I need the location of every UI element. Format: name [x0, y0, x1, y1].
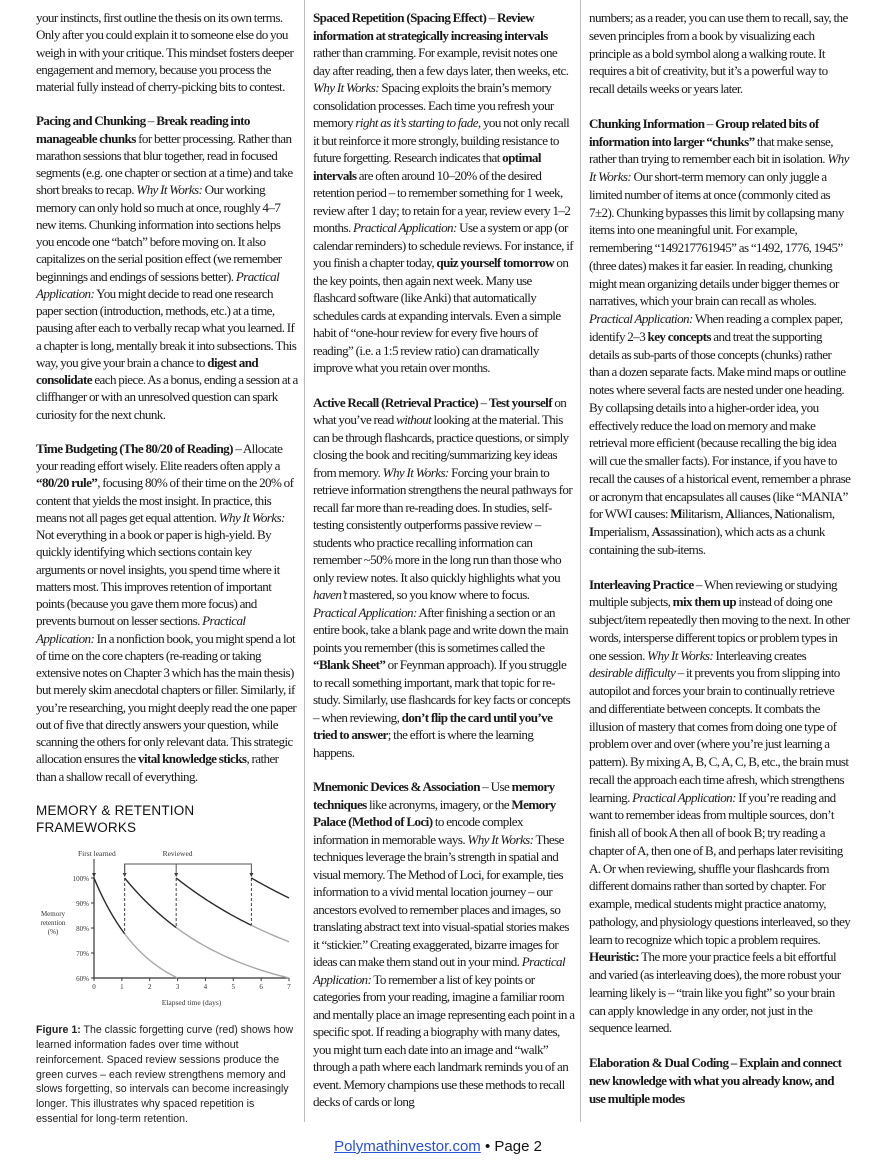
bold-text: A	[651, 524, 661, 539]
x-tick-label: 0	[92, 983, 96, 992]
paragraph	[589, 9, 851, 98]
text: mperialism,	[593, 524, 652, 539]
y-tick-label: 100%	[72, 875, 89, 884]
text: –	[478, 394, 489, 410]
text: To remember a list of key points or categories from your reading, imagine a familiar room and mentally place an image representing each point in a specific spot. If reading a biography with many dates, you might turn each date into an image and “walk” through a path where each landmark reminds you of an event. Memory champions use these methods to recall decks of cards or long	[313, 971, 575, 1109]
text: your instincts, first outline the thesis on its own terms. Only after you could explain it to someone else do you weigh in with your critique. This mindset fosters deeper engagement and memory, because you process the material fully instead of cherry-picking bits to contest.	[36, 10, 294, 94]
y-axis-label: (%)	[47, 928, 59, 937]
italic-text: Practical Application:	[36, 268, 280, 301]
text: like acronyms, imagery, or the	[366, 796, 512, 812]
column-divider	[304, 0, 305, 1122]
x-tick-label: 3	[175, 983, 180, 992]
text: Our working memory can only hold so much at once, roughly 4–7 new items. Chunking information into sections helps you encode one “batch” before moving on. It also capitalizes on the serial position effect (we remember beginnings and endings of sessions better).	[36, 182, 282, 284]
text: –	[145, 113, 157, 129]
section-heading: MEMORY & RETENTION FRAMEWORKS	[36, 802, 195, 835]
column-2	[313, 9, 575, 1128]
text: ; the effort is where the learning happens.	[313, 727, 534, 760]
x-tick-label: 4	[203, 983, 208, 992]
text: each piece. As a bonus, ending a session at a cliffhanger or with an unresolved question can spark curiosity for the next chunk.	[36, 372, 298, 422]
x-tick-label: 1	[120, 983, 124, 992]
bold-text: mix them up	[672, 594, 737, 610]
y-tick-label: 70%	[76, 950, 89, 959]
x-tick-label: 5	[231, 983, 236, 992]
text: on the key points, then again next week. Many use flashcard software (like Anki) that automatically schedules cards at expanding intervals. Even a simple habit of “one-hour review for every five hours of reading” (i.e. a 1:5 review ratio) can dramatically improve what you retain over months.	[313, 255, 569, 375]
y-tick-label: 80%	[76, 925, 89, 934]
text: – When reviewing or studying multiple subjects,	[589, 576, 837, 610]
reviewed-bracket	[125, 864, 252, 875]
bold-text: “Blank Sheet”	[313, 657, 386, 672]
bold-text: vital knowledge sticks	[138, 751, 247, 767]
bold-text: Break reading into manageable chunks	[36, 113, 250, 146]
bold-text: Interleaving Practice	[589, 576, 694, 592]
forgetting-curve-figure	[36, 844, 298, 1019]
italic-text: Why It Works:	[382, 464, 449, 480]
paragraph	[589, 1054, 851, 1107]
curve-review-1	[125, 878, 177, 928]
bold-text: memory techniques	[313, 779, 555, 812]
italic-text: without	[396, 412, 432, 427]
paragraph	[589, 576, 851, 1038]
italic-text: haven’t	[313, 587, 347, 602]
bold-text: optimal intervals	[313, 150, 541, 183]
figure-caption	[36, 1023, 298, 1127]
bold-text: Mnemonic Devices & Association	[313, 779, 480, 794]
italic-text: Why It Works:	[589, 151, 849, 184]
bold-text: M	[670, 506, 683, 522]
text: Use a system or app (or calendar reminders) to schedule reviews. For instance, if you finish a chapter today,	[313, 220, 574, 270]
italic-text: Practical Application:	[353, 220, 457, 235]
text: and treat the supporting details as sub-parts of those concepts (chunks) rather than a dozen separate facts. Make mind maps or outline notes where several facts are nested under one heading. By collapsing details into a higher-order idea, you effectively reduce the load on memory and make retrieval more efficient (because recalling the big idea will cue the smaller facts). For instance, if you have to recall the causes of a historical event, remember a phrase or acronym that encapsulates all causes (like “MANIA” for WWI causes:	[589, 328, 851, 522]
paragraph	[313, 778, 575, 1111]
bold-text: “80/20 rule”	[36, 475, 98, 491]
bold-text: Pacing and Chunking	[36, 113, 146, 129]
bold-text: Group related bits of information into larger “chunks”	[589, 115, 819, 149]
text: ilitarism,	[682, 506, 726, 522]
text: –	[704, 115, 716, 131]
paragraph	[36, 440, 298, 785]
arrow-head	[92, 873, 96, 877]
x-tick-label: 7	[287, 983, 291, 992]
italic-text: Practical Application:	[313, 954, 566, 987]
text: After finishing a section or an entire book, take a blank page and write down the main points you remember (this is sometimes called the	[313, 604, 569, 655]
column-1	[36, 9, 298, 1127]
text: for better processing. Rather than marathon sessions that blur together, read in focused segments (e.g. one chapter or section at a time) and take short breaks to recap.	[36, 130, 293, 198]
text: In a nonfiction book, you might spend a lot of time on the core chapters (re-reading or taking extensive notes on Chapter 3 which has the main thesis) but merely skim anecdotal chapters or filler. Similarly, if you’re researching, you might deeply read the one paper out of five that directly answers your question, while scanning the others for only relevant data. This strategic allocation ensures the	[36, 630, 297, 767]
text: are often around 10–20% of the desired retention period – to remember something for 1 week, review after 1 day; to retain for a year, review every 1–2 months.	[313, 167, 571, 235]
bold-text: don’t flip the card until you’ve tried to answer	[313, 709, 553, 742]
reviewed-label: Reviewed	[162, 849, 193, 859]
italic-text: Why It Works:	[467, 831, 534, 847]
page-footer	[0, 1138, 876, 1156]
paragraph	[36, 9, 298, 95]
italic-text: Why It Works:	[647, 647, 714, 663]
curve-review-2-decay	[251, 926, 289, 942]
italic-text: Why It Works:	[313, 80, 380, 95]
text: rather than cramming. For example, revisit notes one day after reading, then a few days later, then weeks, etc.	[313, 45, 569, 78]
curve-review-3	[251, 878, 289, 898]
bold-text: Chunking Information	[589, 115, 705, 131]
arrow-head	[249, 873, 253, 877]
first-learned-label: First learned	[78, 849, 116, 859]
bold-text: Elaboration & Dual Coding – Explain and connect new knowledge with what you already know, and use multiple modes	[589, 1055, 842, 1106]
bold-text: N	[774, 506, 784, 522]
bold-text: I	[589, 524, 594, 539]
bold-text: A	[725, 506, 735, 522]
column-divider	[580, 0, 581, 1122]
italic-text: Practical Application:	[589, 311, 693, 326]
column-3	[589, 9, 851, 1124]
text: , focusing 80% of their time on the 20% of content that yields the most insight. In practice, this means not all pages get equal attention.	[36, 475, 294, 525]
bold-text: Active Recall (Retrieval Practice)	[313, 394, 479, 410]
italic-text: right as it’s starting to fade	[355, 115, 478, 130]
text: instead of doing one subject/item repeatedly then moving to the next. In other words, intersperse different topics or problem types in one session.	[589, 594, 850, 663]
text: , rather than a shallow recall of everything.	[36, 751, 279, 784]
text: Forcing your brain to retrieve information strengthens the neural pathways for recall far more than re-reading does. In studies, self-testing consistently outperforms passive review – students who practice recalling information can remember ~50% more in the long run than those who only review notes. It also quickly highlights what you	[313, 464, 573, 585]
paragraph	[313, 9, 575, 377]
text: to encode complex information in memorable ways.	[313, 814, 523, 847]
text: on what you’ve read	[313, 394, 567, 427]
footer-separator: •	[480, 1138, 495, 1155]
italic-text: Practical Application:	[632, 789, 736, 805]
text: –	[486, 10, 497, 25]
bold-text: Memory Palace (Method of Loci)	[313, 796, 556, 829]
bold-text: Spaced Repetition (Spacing Effect)	[313, 10, 487, 25]
italic-text: desirable difficulty	[589, 665, 676, 681]
text: – Use	[479, 779, 512, 794]
caption-text: The classic forgetting curve (red) shows how learned information fades over time without reinforcement. Spaced review sessions produce the green curves – each review strengthens memory and slows forgetting, so intervals can become increasingly longer. This illustrates why spaced repetition is essential for long-term retention.	[36, 1024, 294, 1126]
caption-label: Figure 1:	[36, 1024, 81, 1037]
text: numbers; as a reader, you can use them to recall, say, the seven principles from a book by visualizing each principle as a bold symbol along a walking route. It requires a bit of creativity, but it’s a powerful way to recall details weeks or years later.	[589, 10, 848, 96]
text: Our short-term memory can only juggle a limited number of items at once (commonly cited as 7±2). Chunking bypasses this limit by collapsing many items into one meaningful unit. For example, remembering “149217761945” as “1492, 1776, 1945” (three dates) makes it far easier. In reading, chunking might mean organizing details under bigger themes or narratives, which your brain can recall as wholes.	[589, 169, 844, 309]
bold-text: Test yourself	[488, 394, 552, 410]
text: lliances,	[734, 506, 775, 522]
italic-text: Why It Works:	[136, 182, 203, 198]
page-number: Page 2	[494, 1138, 542, 1155]
bold-text: Heuristic:	[589, 949, 639, 965]
text: – it prevents you from slipping into autopilot and forces your brain to continually retrieve and differentiate between concepts. It combats the illusion of mastery that comes from doing one type of problem over and over (where you’re just learning a pattern). By mixing A, B, C, A, C, B, etc., the brain must recall the approach each time afresh, which strengthens learning.	[589, 665, 849, 805]
bold-text: key concepts	[647, 328, 711, 344]
text: , you not only recall it but reinforce it more strongly, building resistance to future forgetting. Research indicates that	[313, 115, 570, 165]
paragraph	[36, 112, 298, 423]
x-tick-label: 2	[147, 983, 152, 992]
paragraph	[313, 394, 575, 762]
x-tick-label: 6	[259, 983, 263, 992]
text: Interleaving creates	[713, 647, 807, 663]
text: Not everything in a book or paper is high-yield. By quickly identifying which sections contain key arguments or novel insights, you spend time where it matters most. This improves retention of important points (because you gave them more focus) and prevents burnout on lesser sections.	[36, 527, 280, 629]
bold-text: digest and consolidate	[36, 354, 259, 387]
text: that make sense, rather than trying to remember each bit in isolation.	[589, 133, 833, 167]
text: ssassination), which acts as a chunk containing the sub-items.	[589, 524, 825, 557]
y-axis-label: retention	[40, 919, 66, 928]
y-tick-label: 60%	[76, 975, 89, 984]
text: or Feynman approach). If you struggle to recall something important, mark that topic for re-study. Similarly, use flashcards for key facts or concepts – when reviewing,	[313, 657, 571, 725]
italic-text: Why It Works:	[218, 509, 285, 525]
paragraph	[589, 115, 851, 559]
site-link[interactable]: Polymathinvestor.com	[334, 1138, 481, 1155]
bold-text: quiz yourself tomorrow	[436, 255, 554, 270]
curve-initial-decay	[125, 934, 178, 978]
italic-text: Practical Application:	[36, 613, 246, 646]
x-axis-label: Elapsed time (days)	[161, 998, 222, 1008]
text: Spacing exploits the brain’s memory consolidation processes. Each time you refresh your memory	[313, 80, 554, 130]
y-axis-label: Memory	[40, 910, 66, 919]
curve-review-2	[176, 878, 251, 925]
text: If you’re reading and want to remember ideas from multiple sources, don’t finish all of book A then all of book B; try reading a chapter of A, then one of B, and perhaps later revisiting A. Or when reviewing, shuffle your flashcards from different domains rather than sorted by chapter. For example, medical students might practice anatomy, pathology, and physiology questions interleaved, so they learn to recognize which topic a problem requires.	[589, 789, 851, 947]
text: looking at the material. This can be through flashcards, practice questions, or simply closing the book and reciting/summarizing key ideas from memory.	[313, 412, 569, 480]
text: These techniques leverage the brain’s strength in spatial and visual memory. The Method of Loci, for example, ties information to a vivid mental location journey – our ancestors evolved to remember places and images, so translating abstract text into visual-spatial stories makes it “stickier.” Creating exaggerated, bizarre images for ideas can make them stand out in your mind.	[313, 831, 569, 969]
text: – Allocate your reading effort wisely. Elite readers often apply a	[36, 440, 283, 473]
curve-initial	[94, 878, 125, 934]
text: ationalism,	[783, 506, 835, 522]
bold-text: Time Budgeting (The 80/20 of Reading)	[36, 440, 233, 456]
italic-text: Practical Application:	[313, 604, 417, 620]
text: When reading a complex paper, identify 2–3	[589, 311, 843, 344]
text: The more your practice feels a bit effortful and varied (as interleaving does), the more robust your learning likely is – “train like you fight” so your brain can apply knowledge in any order, not just in the sequence learned.	[589, 949, 841, 1036]
bold-text: Review information at strategically increasing intervals	[313, 10, 548, 43]
y-tick-label: 90%	[76, 900, 89, 909]
text: mastered, so you know where to focus.	[346, 587, 530, 602]
text: You might decide to read one research paper section (introduction, methods, etc.) at a time, pausing after each to verbally recap what you learned. If a chapter is long, mentally break it into subsections. This way, you give your brain a chance to	[36, 285, 297, 370]
